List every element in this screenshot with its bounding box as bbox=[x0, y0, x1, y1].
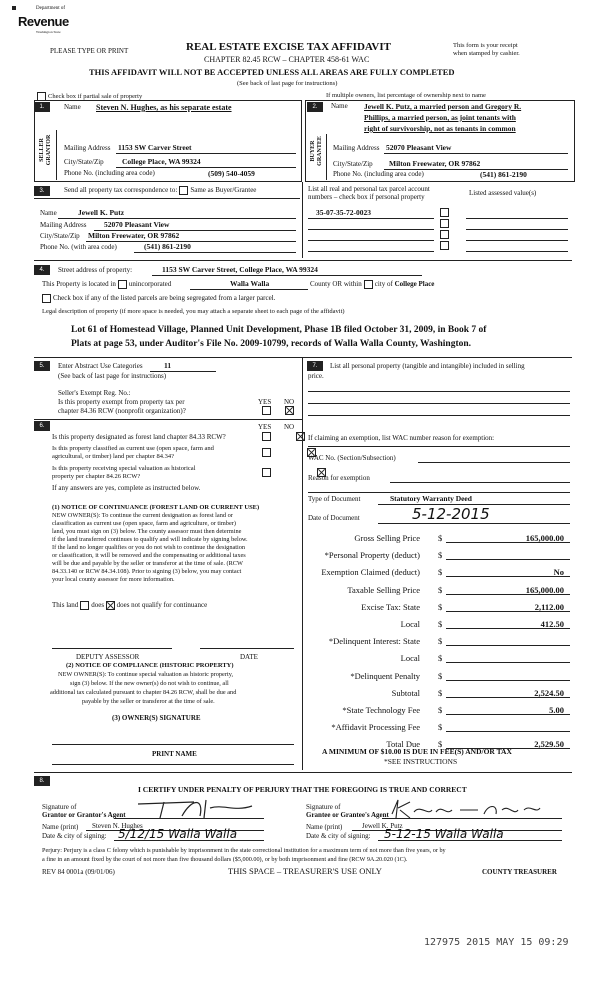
county-underline bbox=[190, 289, 308, 290]
section-5-top-rule bbox=[34, 357, 572, 358]
amount-label: Local bbox=[400, 653, 420, 664]
assessed-row-line bbox=[466, 240, 568, 241]
current-use-yes-checkbox[interactable] bbox=[262, 448, 271, 457]
street-label: Street address of property: bbox=[58, 266, 133, 274]
section-1-side-divider bbox=[56, 130, 57, 180]
amount-row bbox=[304, 722, 570, 734]
section-6-top-rule bbox=[34, 419, 302, 420]
grantee-name-value: Jewell K. Putz bbox=[362, 822, 403, 830]
wac-label: WAC No. (Section/Subsection) bbox=[308, 454, 396, 462]
assessed-label: Listed assessed value(s) bbox=[469, 189, 537, 197]
county-row bbox=[310, 280, 434, 289]
current-use-question-1: Is this property classified as current use (open space, farm and bbox=[52, 445, 214, 452]
personal-property-checkbox[interactable] bbox=[440, 208, 449, 217]
amount-row bbox=[304, 653, 570, 665]
segregated-row[interactable] bbox=[40, 294, 275, 303]
county-treasurer: COUNTY TREASURER bbox=[482, 868, 557, 876]
section-4-top-rule bbox=[34, 260, 572, 261]
personal-prop-line bbox=[308, 391, 570, 392]
send-label: Send all property tax correspondence to: bbox=[64, 186, 178, 195]
receipt-note-2: when stamped by cashier. bbox=[453, 50, 520, 57]
dollar-sign: $ bbox=[438, 584, 443, 595]
sec6-no-header: NO bbox=[284, 423, 295, 431]
sec5-yes-header: YES bbox=[258, 398, 272, 406]
abstract-value: 11 bbox=[164, 361, 172, 370]
amount-label: Taxable Selling Price bbox=[347, 584, 420, 595]
within-label: within bbox=[343, 280, 362, 289]
tax-city-label: City/State/Zip bbox=[40, 232, 80, 240]
tax-name-value: Jewell K. Putz bbox=[78, 208, 125, 217]
section-7-badge: 7. bbox=[307, 361, 323, 371]
grantee-date-label: Date & city of signing: bbox=[306, 832, 371, 840]
buyer-name-label: Name bbox=[331, 102, 348, 110]
parcel-number-value: 35-07-35-72-0023 bbox=[316, 208, 371, 217]
personal-prop-line bbox=[308, 403, 570, 404]
answers-yes-note: If any answers are yes, complete as instructed below. bbox=[52, 484, 201, 492]
amount-value: 5.00 bbox=[549, 705, 564, 715]
dollar-sign: $ bbox=[438, 705, 443, 715]
personal-property-checkbox[interactable] bbox=[440, 219, 449, 228]
seller-city-value: College Place, WA 99324 bbox=[122, 157, 201, 166]
grantee-sig-line bbox=[382, 818, 562, 819]
county-label: County OR bbox=[310, 280, 343, 289]
section-6-badge: 6. bbox=[34, 421, 50, 431]
doc-date-label: Date of Document bbox=[308, 514, 360, 522]
personal-prop-label-2: price. bbox=[308, 372, 324, 380]
notice-continuance-p4: if the land transferred continues to qualify and will indicate by signing below. bbox=[52, 536, 248, 543]
dollar-sign: $ bbox=[438, 687, 443, 698]
city-checkbox[interactable] bbox=[364, 280, 373, 289]
treasurer-space: THIS SPACE – TREASURER'S USE ONLY bbox=[228, 866, 382, 876]
amount-row bbox=[304, 688, 570, 700]
minimum-note-2: *SEE INSTRUCTIONS bbox=[384, 757, 458, 766]
grantee-date-line bbox=[378, 840, 562, 841]
print-name-label: PRINT NAME bbox=[152, 750, 197, 758]
personal-property-checkbox[interactable] bbox=[440, 241, 449, 250]
doc-type-value: Statutory Warranty Deed bbox=[390, 494, 472, 503]
notice-continuance-p3: land, you must sign on (3) below. The county assessor must then determine bbox=[52, 528, 242, 535]
exempt-no-checkbox[interactable] bbox=[285, 406, 294, 415]
buyer-mail-value: 52070 Pleasant View bbox=[386, 143, 452, 152]
continuance-row bbox=[52, 601, 207, 610]
historic-question-1: Is this property receiving special valuation as historical bbox=[52, 465, 196, 472]
amount-value: 2,112.00 bbox=[534, 601, 564, 612]
seller-mail-underline bbox=[116, 153, 296, 154]
seller-mail-label: Mailing Address bbox=[64, 144, 111, 152]
amount-underline bbox=[446, 645, 570, 646]
amount-value: 412.50 bbox=[540, 619, 564, 629]
seller-mail-value: 1153 SW Carver Street bbox=[118, 143, 192, 152]
checkbox-icon bbox=[179, 186, 188, 195]
parcel-row-line bbox=[308, 229, 434, 230]
grantor-date-line bbox=[114, 840, 264, 841]
seller-name-value: Steven N. Hughes, as his separate estate bbox=[96, 103, 232, 112]
form-chapter: CHAPTER 82.45 RCW – CHAPTER 458-61 WAC bbox=[204, 55, 370, 64]
notice-compliance-p3: additional tax calculated pursuant to chapter 84.26 RCW, shall be due and bbox=[50, 689, 237, 696]
grantee-sig-label-1: Signature of bbox=[306, 803, 341, 811]
amount-underline bbox=[446, 559, 570, 560]
tax-city-underline bbox=[86, 241, 296, 242]
amount-row bbox=[304, 619, 570, 631]
notice-compliance-p1: NEW OWNER(S): To continue special valuation as historic property, bbox=[58, 671, 234, 678]
notice-continuance-p2: classification as current use (open space, farm and agriculture, or timber) bbox=[52, 520, 236, 527]
grantee-sig-label-2: Grantee or Grantee's Agent bbox=[306, 811, 389, 819]
buyer-grantee-side-label: BUYER GRANTEE bbox=[310, 136, 323, 166]
assessed-row-line bbox=[466, 218, 568, 219]
historic-question-2: property per chapter 84.26 RCW? bbox=[52, 473, 141, 480]
notice-continuance-p8: 84.33.140 or RCW 84.34.108). Prior to signing (3) below, you may contact bbox=[52, 568, 242, 575]
amount-row bbox=[304, 550, 570, 562]
notice-compliance-p2: sign (3) below. If the new owner(s) do not wish to continue, all bbox=[70, 680, 229, 687]
segregated-label: Check box if any of the listed parcels are being segregated from a larger parcel. bbox=[53, 294, 276, 303]
buyer-mail-underline bbox=[384, 153, 568, 154]
deputy-line bbox=[52, 648, 172, 649]
abstract-note: (See back of last page for instructions) bbox=[58, 372, 167, 380]
amount-value: 2,524.50 bbox=[534, 687, 564, 698]
same-as-buyer-label: Same as Buyer/Grantee bbox=[190, 186, 257, 195]
dollar-sign: $ bbox=[438, 722, 443, 733]
reason-line-2 bbox=[308, 492, 570, 493]
exempt-yes-checkbox[interactable] bbox=[262, 406, 271, 415]
section-1-badge: 1. bbox=[34, 102, 50, 112]
land-label: This land bbox=[52, 601, 79, 610]
tax-name-label: Name bbox=[40, 209, 57, 217]
seller-name-label: Name bbox=[64, 103, 81, 111]
grantor-date-city: 5/12/15 Walla Walla bbox=[118, 827, 238, 841]
seller-city-label: City/State/Zip bbox=[64, 158, 104, 166]
perjury-line-2: a fine in an amount fixed by the court of not more than five thousand dollars ($5,000.00), or by both imprisonment and fine (RCW 9A.20.020 (1C). bbox=[42, 856, 408, 863]
amount-label: Subtotal bbox=[391, 687, 420, 698]
doc-date-value: 5-12-2015 bbox=[412, 505, 490, 523]
revenue-logo bbox=[8, 4, 68, 40]
section-8-badge: 8. bbox=[34, 776, 50, 786]
legal-label: Legal description of property (if more space is needed, you may attach a separate sheet to each page of the affidavit) bbox=[42, 308, 345, 315]
grantee-name-label: Name (print) bbox=[306, 823, 343, 831]
grantor-sig-line bbox=[114, 818, 264, 819]
main-column-divider bbox=[302, 357, 303, 770]
unincorporated-checkbox[interactable] bbox=[118, 280, 127, 289]
section-3-top-rule bbox=[34, 198, 300, 199]
recording-stamp: 127975 2015 MAY 15 09:29 bbox=[424, 937, 569, 948]
amount-row bbox=[304, 671, 570, 683]
exemption-claim-label: If claiming an exemption, list WAC number reason for exemption: bbox=[308, 434, 495, 442]
current-use-question-2: agricultural, or timber) land per chapter 84.34? bbox=[52, 453, 175, 460]
dept-line: Department of bbox=[36, 6, 66, 11]
checkbox-icon bbox=[37, 92, 46, 101]
partial-sale-label: Check box if partial sale of property bbox=[48, 92, 143, 100]
warning-line: THIS AFFIDAVIT WILL NOT BE ACCEPTED UNLESS ALL AREAS ARE FULLY COMPLETED bbox=[89, 67, 455, 77]
perjury-text-1: Perjury: Perjury is a class C felony which is punishable by imprisonment in the state correctional institution for a maximum term of not more than five years, or by bbox=[42, 847, 446, 854]
amount-value: 165,000.00 bbox=[525, 533, 564, 543]
parcel-row-line bbox=[308, 251, 434, 252]
notice-continuance-p1: NEW OWNER(S): To continue the current designation as forest land or bbox=[52, 512, 233, 519]
print-note: PLEASE TYPE OR PRINT bbox=[50, 47, 129, 55]
parcel-row-line bbox=[308, 218, 434, 219]
amount-row bbox=[304, 705, 570, 717]
tax-name-underline bbox=[58, 218, 296, 219]
personal-property-checkbox[interactable] bbox=[440, 230, 449, 239]
amount-row bbox=[304, 567, 570, 579]
exempt-q1: Is this property exempt from property tax per bbox=[58, 398, 185, 406]
tax-phone-underline bbox=[134, 252, 296, 253]
notice-continuance-title: (1) NOTICE OF CONTINUANCE (FOREST LAND OR CURRENT USE) bbox=[52, 504, 260, 511]
reason-line bbox=[390, 482, 570, 483]
grantee-signature bbox=[388, 798, 548, 820]
buyer-name-line-2: Phillips, a married person, as joint tenants with bbox=[364, 113, 516, 122]
partial-sale-checkbox[interactable] bbox=[35, 92, 142, 101]
sec6-yes-header: YES bbox=[258, 423, 272, 431]
deputy-label: DEPUTY ASSESSOR bbox=[76, 653, 140, 661]
grantor-sig-label-2: Grantor or Grantor's Agent bbox=[42, 811, 126, 819]
amount-label: *Affidavit Processing Fee bbox=[331, 722, 420, 733]
checkbox-icon bbox=[42, 294, 51, 303]
grantor-sig-label-1: Signature of bbox=[42, 803, 77, 811]
section-4-badge: 4. bbox=[34, 265, 50, 275]
buyer-city-label: City/State/Zip bbox=[333, 160, 373, 168]
perjury-line-1 bbox=[42, 847, 446, 854]
print-name-line bbox=[52, 764, 294, 765]
does-not-label: does not qualify for continuance bbox=[116, 601, 208, 610]
unincorporated-label: unincorporated bbox=[128, 280, 172, 289]
amount-underline bbox=[446, 731, 570, 732]
tax-mail-label: Mailing Address bbox=[40, 221, 87, 229]
amount-row bbox=[304, 636, 570, 648]
owner-signature-line bbox=[52, 744, 294, 745]
logo-sub: Washington State bbox=[36, 30, 61, 34]
legal-line-1: Lot 61 of Homestead Village, Planned Unit Development, Phase 1B filed October 31, 2009, in Book 7 of bbox=[71, 325, 487, 335]
grantor-signature bbox=[134, 796, 258, 820]
buyer-city-value: Milton Freewater, OR 97862 bbox=[389, 159, 481, 168]
parcel-list-label-2: numbers – check box if personal property bbox=[308, 193, 425, 201]
located-row bbox=[42, 280, 171, 289]
amount-label: *Personal Property (deduct) bbox=[324, 550, 420, 561]
amount-label: Exemption Claimed (deduct) bbox=[321, 567, 420, 578]
amount-label: Local bbox=[400, 619, 420, 629]
see-back-note: (See back of last page for instructions) bbox=[237, 80, 338, 87]
buyer-phone-label: Phone No. (including area code) bbox=[333, 170, 424, 178]
does-not-checkbox[interactable] bbox=[106, 601, 115, 610]
section-8-top-rule bbox=[34, 772, 572, 773]
date-line bbox=[200, 648, 294, 649]
owner-signature-label: (3) OWNER(S) SIGNATURE bbox=[112, 714, 201, 722]
amount-row bbox=[304, 585, 570, 597]
tax-city-value: Milton Freewater, OR 97862 bbox=[88, 231, 180, 240]
street-value: 1153 SW Carver Street, College Place, WA 99324 bbox=[162, 265, 318, 274]
dollar-sign: $ bbox=[438, 653, 443, 664]
certify-line: I CERTIFY UNDER PENALTY OF PERJURY THAT THE FOREGOING IS TRUE AND CORRECT bbox=[138, 785, 467, 794]
grantor-name-value: Steven N. Hughes bbox=[92, 822, 143, 830]
parcel-row-line bbox=[308, 240, 434, 241]
notice-compliance-title: (2) NOTICE OF COMPLIANCE (HISTORIC PROPERTY) bbox=[66, 662, 234, 669]
amount-underline bbox=[446, 662, 570, 663]
amount-value: 2,529.50 bbox=[534, 739, 564, 750]
assessed-row-line bbox=[466, 251, 568, 252]
reason-label: Reason for exemption bbox=[308, 474, 370, 482]
dollar-sign: $ bbox=[438, 670, 443, 681]
seller-phone-value: (509) 540-4059 bbox=[208, 169, 255, 178]
amount-underline bbox=[446, 680, 570, 681]
section-2-side-divider bbox=[326, 134, 327, 180]
multi-owner-note: If multiple owners, list percentage of ownership next to name bbox=[326, 92, 486, 99]
dollar-sign: $ bbox=[438, 550, 443, 561]
personal-prop-line bbox=[308, 415, 570, 416]
buyer-name-line-1: Jewell K. Putz, a married person and Gregory R. bbox=[364, 102, 522, 111]
dollar-sign: $ bbox=[438, 739, 443, 750]
forest-question: Is this property designated as forest land chapter 84.33 RCW? bbox=[52, 433, 226, 441]
historic-yes-checkbox[interactable] bbox=[262, 468, 271, 477]
section-3-divider bbox=[302, 182, 303, 258]
located-label: This Property is located in bbox=[42, 280, 116, 289]
abstract-label: Enter Abstract Use Categories bbox=[58, 362, 143, 370]
date-label: DATE bbox=[240, 653, 258, 661]
grantor-date-label: Date & city of signing: bbox=[42, 832, 107, 840]
forest-yes-checkbox[interactable] bbox=[262, 432, 271, 441]
tax-phone-label: Phone No. (with area code) bbox=[40, 243, 117, 251]
doc-date-line bbox=[378, 523, 570, 524]
receipt-note-1: This form is your receipt bbox=[453, 42, 518, 49]
dollar-sign: $ bbox=[438, 636, 443, 647]
county-value: Walla Walla bbox=[230, 279, 270, 288]
seller-phone-label: Phone No. (including area code) bbox=[64, 169, 155, 177]
sec5-no-header: NO bbox=[284, 398, 295, 406]
wac-line bbox=[418, 462, 570, 463]
city-value: College Place bbox=[394, 280, 435, 289]
section-3-badge: 3. bbox=[34, 186, 50, 196]
amount-row bbox=[304, 602, 570, 614]
form-title: REAL ESTATE EXCISE TAX AFFIDAVIT bbox=[186, 41, 391, 53]
grantor-name-label: Name (print) bbox=[42, 823, 79, 831]
buyer-phone-value: (541) 861-2190 bbox=[480, 170, 527, 179]
city-of-label: city of bbox=[374, 280, 393, 289]
amount-label: Excise Tax: State bbox=[361, 601, 420, 612]
legal-line-2: Plats at page 53, under Auditor's File No. 2009-10799, records of Walla Walla County, Washington. bbox=[71, 339, 472, 349]
tax-phone-value: (541) 861-2190 bbox=[144, 242, 191, 251]
dollar-sign: $ bbox=[438, 619, 443, 629]
amount-row bbox=[304, 533, 570, 545]
amount-value: 165,000.00 bbox=[525, 584, 564, 595]
exemption-claim-line bbox=[308, 446, 570, 447]
notice-compliance-p4: payable by the seller or transferor at the time of sale. bbox=[82, 698, 215, 705]
personal-prop-label-1: List all personal property (tangible and intangible) included in selling bbox=[330, 362, 525, 370]
notice-continuance-p9: your local county assessor for more information. bbox=[52, 576, 175, 583]
amount-label: Gross Selling Price bbox=[354, 533, 420, 543]
section-5-badge: 5. bbox=[34, 361, 50, 371]
amount-value: No bbox=[553, 567, 564, 578]
logo-word: Revenue bbox=[18, 14, 69, 29]
notice-continuance-p6: or classification, it will be removed and the compensating or additional taxes bbox=[52, 552, 246, 559]
rev-number: REV 84 0001a (09/01/06) bbox=[42, 868, 115, 876]
assessed-row-line bbox=[466, 229, 568, 230]
dollar-sign: $ bbox=[438, 533, 443, 543]
forest-no-checkbox[interactable] bbox=[296, 432, 305, 441]
buyer-name-line-3: right of survivorship, not as tenants in common bbox=[364, 124, 516, 133]
amount-underline bbox=[446, 576, 570, 577]
street-underline bbox=[152, 275, 422, 276]
notice-continuance-p5: If the land no longer qualifies or you do not wish to continue the designation bbox=[52, 544, 246, 551]
amount-label: *Delinquent Interest: State bbox=[328, 636, 420, 647]
amount-label: Total Due bbox=[386, 739, 420, 750]
seller-city-underline bbox=[116, 167, 296, 168]
does-label: does bbox=[91, 601, 105, 610]
amount-label: *Delinquent Penalty bbox=[350, 670, 420, 681]
exempt-reg-label: Seller's Exempt Reg. No.: bbox=[58, 389, 131, 397]
logo-mark bbox=[12, 6, 16, 10]
tax-mail-value: 52070 Pleasant View bbox=[104, 220, 170, 229]
dollar-sign: $ bbox=[438, 567, 443, 578]
amount-label: *State Technology Fee bbox=[342, 705, 420, 715]
parcel-list-label-1: List all real and personal tax parcel account bbox=[308, 185, 430, 193]
minimum-note-1: A MINIMUM OF $10.00 IS DUE IN FEE(S) AND/OR TAX bbox=[322, 747, 512, 756]
grantee-date-city: 5-12-15 Walla Walla bbox=[384, 827, 504, 841]
seller-grantor-side-label: SELLER GRANTOR bbox=[39, 134, 52, 166]
does-checkbox[interactable] bbox=[80, 601, 89, 610]
notice-continuance-p7: will be due and payable by the seller or transferor at the time of sale. (RCW bbox=[52, 560, 243, 567]
section-2-badge: 2. bbox=[307, 102, 323, 112]
dollar-sign: $ bbox=[438, 601, 443, 612]
doc-type-label: Type of Document bbox=[308, 495, 361, 503]
buyer-mail-label: Mailing Address bbox=[333, 144, 380, 152]
send-correspondence[interactable] bbox=[64, 186, 256, 195]
exempt-q2: chapter 84.36 RCW (nonprofit organization)? bbox=[58, 407, 186, 415]
